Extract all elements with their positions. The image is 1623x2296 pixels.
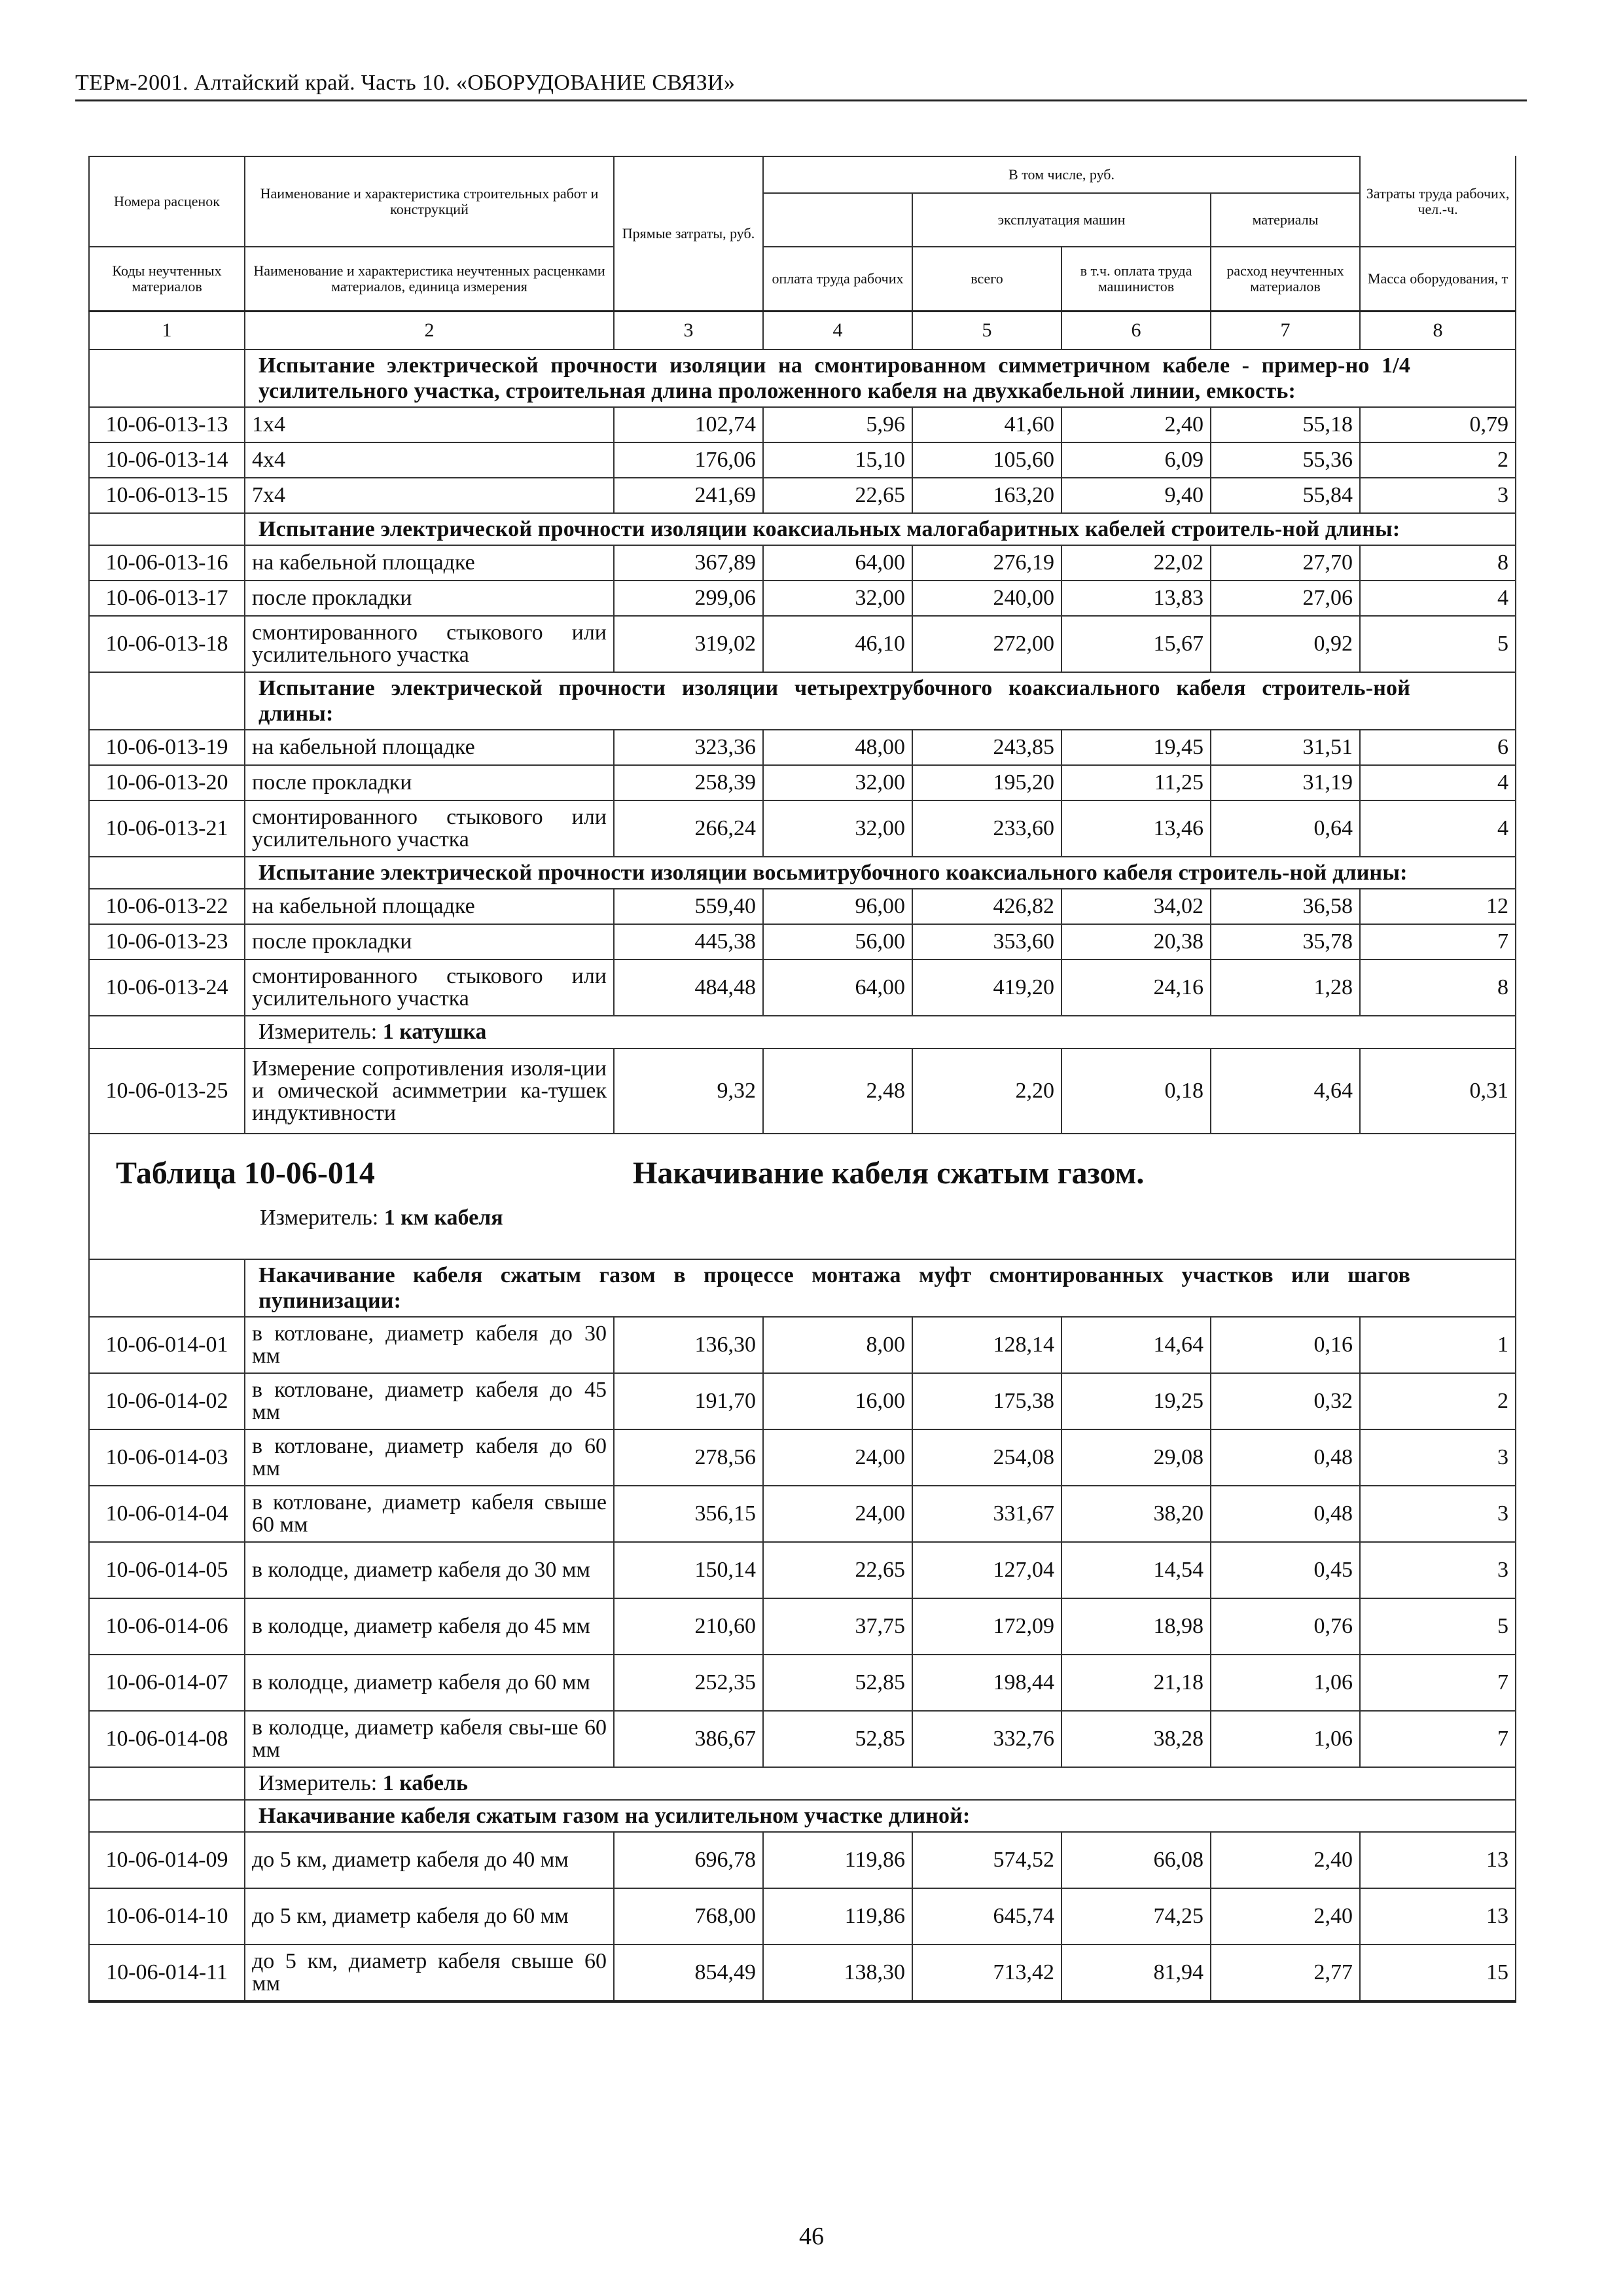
table-row (89, 1049, 1516, 1134)
work-name: до 5 км, диаметр кабеля до 40 мм (245, 1832, 614, 1888)
measure-value: 1 км кабеля (383, 1206, 503, 1230)
rate-code: 10-06-013-16 (89, 545, 245, 581)
work-name: смонтированного стыкового или усилительного участка (245, 960, 614, 1016)
column-number: 5 (912, 312, 1061, 350)
measure-spacer (89, 1767, 245, 1800)
labor-pay: 48,00 (763, 730, 912, 765)
machines-total: 172,09 (912, 1598, 1061, 1655)
table-row (89, 730, 1516, 765)
labor-hours: 3 (1360, 1429, 1516, 1486)
materials: 0,45 (1211, 1542, 1360, 1598)
machines-total: 276,19 (912, 545, 1061, 581)
direct-costs: 559,40 (614, 889, 763, 924)
machines-total: 331,67 (912, 1486, 1061, 1542)
rate-code: 10-06-013-14 (89, 442, 245, 478)
machinists-pay: 29,08 (1061, 1429, 1211, 1486)
work-name: в колодце, диаметр кабеля до 30 мм (245, 1542, 614, 1598)
table-row (89, 800, 1516, 857)
materials: 0,16 (1211, 1317, 1360, 1373)
section-spacer (89, 1259, 245, 1317)
section-spacer (89, 672, 245, 730)
materials: 0,48 (1211, 1429, 1360, 1486)
header-code: Номера расценок (89, 156, 245, 247)
work-name: смонтированного стыкового или усилительного участка (245, 616, 614, 672)
work-name: в котловане, диаметр кабеля до 30 мм (245, 1317, 614, 1373)
work-name: в колодце, диаметр кабеля до 60 мм (245, 1655, 614, 1711)
machinists-pay: 9,40 (1061, 478, 1211, 513)
rate-code: 10-06-014-10 (89, 1888, 245, 1945)
measure-spacer (89, 1016, 245, 1049)
machinists-pay: 24,16 (1061, 960, 1211, 1016)
machinists-pay: 22,02 (1061, 545, 1211, 581)
rate-code: 10-06-014-03 (89, 1429, 245, 1486)
labor-hours: 4 (1360, 765, 1516, 800)
header-labor-pay: оплата труда рабочих (763, 247, 912, 312)
materials: 31,51 (1211, 730, 1360, 765)
table-row (89, 1486, 1516, 1542)
direct-costs: 299,06 (614, 581, 763, 616)
section-spacer (89, 513, 245, 545)
machinists-pay: 6,09 (1061, 442, 1211, 478)
column-number: 2 (245, 312, 614, 350)
machines-total: 254,08 (912, 1429, 1061, 1486)
machines-total: 128,14 (912, 1317, 1061, 1373)
labor-pay: 138,30 (763, 1945, 912, 2001)
labor-hours: 13 (1360, 1888, 1516, 1945)
materials: 27,70 (1211, 545, 1360, 581)
machinists-pay: 38,20 (1061, 1486, 1211, 1542)
direct-costs: 484,48 (614, 960, 763, 1016)
machinists-pay: 19,25 (1061, 1373, 1211, 1429)
work-name: до 5 км, диаметр кабеля свыше 60 мм (245, 1945, 614, 2001)
rate-code: 10-06-013-22 (89, 889, 245, 924)
measure-unit (245, 1016, 1516, 1049)
section-title: Накачивание кабеля сжатым газом на усилительном участке длиной: (245, 1800, 1516, 1832)
table-row (89, 765, 1516, 800)
labor-hours: 5 (1360, 1598, 1516, 1655)
header-direct-costs: Прямые затраты, руб. (614, 156, 763, 312)
table-row (89, 442, 1516, 478)
machinists-pay: 18,98 (1061, 1598, 1211, 1655)
measure-row (89, 1767, 1516, 1800)
labor-pay: 64,00 (763, 545, 912, 581)
materials: 0,76 (1211, 1598, 1360, 1655)
rate-code: 10-06-013-15 (89, 478, 245, 513)
labor-pay: 46,10 (763, 616, 912, 672)
materials: 4,64 (1211, 1049, 1360, 1134)
section-heading-row (89, 513, 1516, 545)
column-number: 3 (614, 312, 763, 350)
table-row (89, 1317, 1516, 1373)
machinists-pay: 13,83 (1061, 581, 1211, 616)
header-labor: Затраты труда рабочих, чел.-ч. (1360, 156, 1516, 247)
direct-costs: 210,60 (614, 1598, 763, 1655)
direct-costs: 9,32 (614, 1049, 763, 1134)
rate-code: 10-06-013-23 (89, 924, 245, 960)
machines-total: 713,42 (912, 1945, 1061, 2001)
work-name: до 5 км, диаметр кабеля до 60 мм (245, 1888, 614, 1945)
labor-hours: 3 (1360, 478, 1516, 513)
work-name: смонтированного стыкового или усилительного участка (245, 800, 614, 857)
machinists-pay: 15,67 (1061, 616, 1211, 672)
machines-total: 353,60 (912, 924, 1061, 960)
direct-costs: 258,39 (614, 765, 763, 800)
labor-pay: 5,96 (763, 407, 912, 442)
labor-pay: 32,00 (763, 765, 912, 800)
table-row (89, 924, 1516, 960)
work-name: 1х4 (245, 407, 614, 442)
direct-costs: 323,36 (614, 730, 763, 765)
measure-value: 1 катушка (382, 1020, 487, 1044)
section-title: Испытание электрической прочности изоляции на смонтированном симметричном кабеле - пример-но 1/4 усилительного участка, строительная длина проложенного кабеля на двухкабельной линии, емкость: (245, 350, 1516, 407)
machines-total: 243,85 (912, 730, 1061, 765)
labor-pay: 24,00 (763, 1486, 912, 1542)
measure-row (89, 1016, 1516, 1049)
machinists-pay: 14,54 (1061, 1542, 1211, 1598)
work-name: на кабельной площадке (245, 545, 614, 581)
machines-total: 233,60 (912, 800, 1061, 857)
rate-code: 10-06-013-13 (89, 407, 245, 442)
section-title: Испытание электрической прочности изоляции восьмитрубочного коаксиального кабеля строитель-ной длины: (245, 857, 1516, 889)
machinists-pay: 13,46 (1061, 800, 1211, 857)
table-row (89, 1598, 1516, 1655)
labor-pay: 15,10 (763, 442, 912, 478)
work-name: после прокладки (245, 924, 614, 960)
work-name: на кабельной площадке (245, 889, 614, 924)
table-row (89, 581, 1516, 616)
machinists-pay: 38,28 (1061, 1711, 1211, 1767)
rate-code: 10-06-013-18 (89, 616, 245, 672)
machines-total: 127,04 (912, 1542, 1061, 1598)
machines-total: 41,60 (912, 407, 1061, 442)
table-row (89, 1542, 1516, 1598)
direct-costs: 278,56 (614, 1429, 763, 1486)
labor-pay: 8,00 (763, 1317, 912, 1373)
header-name: Наименование и характеристика строительных работ и конструкций (245, 156, 614, 247)
rate-code: 10-06-014-09 (89, 1832, 245, 1888)
machinists-pay: 81,94 (1061, 1945, 1211, 2001)
labor-pay: 52,85 (763, 1711, 912, 1767)
measure-label: Измеритель: (259, 1771, 378, 1795)
rate-code: 10-06-013-24 (89, 960, 245, 1016)
measure-value: 1 кабель (382, 1771, 468, 1795)
materials: 0,32 (1211, 1373, 1360, 1429)
materials: 2,40 (1211, 1888, 1360, 1945)
labor-pay: 16,00 (763, 1373, 912, 1429)
materials: 0,48 (1211, 1486, 1360, 1542)
section-title: Испытание электрической прочности изоляции четырехтрубочного коаксиального кабеля строитель-ной длины: (245, 672, 1516, 730)
header-including: В том числе, руб. (763, 156, 1360, 193)
header-unacc-materials: расход неучтенных материалов (1211, 247, 1360, 312)
table-row (89, 1888, 1516, 1945)
direct-costs: 854,49 (614, 1945, 763, 2001)
labor-hours: 7 (1360, 924, 1516, 960)
work-name: 7х4 (245, 478, 614, 513)
header-machinists: в т.ч. оплата труда машинистов (1061, 247, 1211, 312)
work-name: в колодце, диаметр кабеля до 45 мм (245, 1598, 614, 1655)
table-row (89, 1429, 1516, 1486)
direct-costs: 252,35 (614, 1655, 763, 1711)
section-spacer (89, 857, 245, 889)
header-equip-mass: Масса оборудования, т (1360, 247, 1516, 312)
materials: 31,19 (1211, 765, 1360, 800)
machinists-pay: 74,25 (1061, 1888, 1211, 1945)
labor-hours: 0,31 (1360, 1049, 1516, 1134)
direct-costs: 696,78 (614, 1832, 763, 1888)
rate-code: 10-06-014-04 (89, 1486, 245, 1542)
table-row (89, 407, 1516, 442)
table-number: Таблица 10-06-014 (116, 1156, 375, 1191)
materials: 0,64 (1211, 800, 1360, 857)
work-name: в котловане, диаметр кабеля до 45 мм (245, 1373, 614, 1429)
labor-pay: 52,85 (763, 1655, 912, 1711)
labor-pay: 32,00 (763, 800, 912, 857)
header-unacc-names: Наименование и характеристика неучтенных расценками материалов, единица измерения (245, 247, 614, 312)
materials: 2,77 (1211, 1945, 1360, 2001)
section-heading-row (89, 672, 1516, 730)
column-number: 4 (763, 312, 912, 350)
table-title-cell (89, 1134, 1516, 1259)
table-row (89, 960, 1516, 1016)
table-row (89, 1945, 1516, 2001)
labor-hours: 12 (1360, 889, 1516, 924)
labor-pay: 24,00 (763, 1429, 912, 1486)
labor-hours: 3 (1360, 1486, 1516, 1542)
labor-hours: 1 (1360, 1317, 1516, 1373)
rate-code: 10-06-013-25 (89, 1049, 245, 1134)
work-name: в котловане, диаметр кабеля до 60 мм (245, 1429, 614, 1486)
labor-pay: 32,00 (763, 581, 912, 616)
work-name: в котловане, диаметр кабеля свыше 60 мм (245, 1486, 614, 1542)
column-number: 7 (1211, 312, 1360, 350)
rate-code: 10-06-014-05 (89, 1542, 245, 1598)
measure-label: Измеритель: (260, 1206, 379, 1230)
direct-costs: 102,74 (614, 407, 763, 442)
labor-hours: 8 (1360, 960, 1516, 1016)
labor-hours: 5 (1360, 616, 1516, 672)
work-name: после прокладки (245, 581, 614, 616)
machines-total: 426,82 (912, 889, 1061, 924)
materials: 1,06 (1211, 1711, 1360, 1767)
materials: 36,58 (1211, 889, 1360, 924)
machines-total: 240,00 (912, 581, 1061, 616)
machines-total: 645,74 (912, 1888, 1061, 1945)
table-header (89, 156, 1516, 350)
labor-hours: 15 (1360, 1945, 1516, 2001)
header-materials: материалы (1211, 193, 1360, 247)
table-row (89, 1373, 1516, 1429)
labor-pay: 22,65 (763, 478, 912, 513)
header-machines: эксплуатация машин (912, 193, 1211, 247)
direct-costs: 266,24 (614, 800, 763, 857)
table-title: Накачивание кабеля сжатым газом. (633, 1156, 1145, 1191)
measure-unit (245, 1767, 1516, 1800)
column-number: 1 (89, 312, 245, 350)
norms-table (88, 156, 1516, 2003)
header-unacc-codes: Коды неучтенных материалов (89, 247, 245, 312)
work-name: в колодце, диаметр кабеля свы-ше 60 мм (245, 1711, 614, 1767)
direct-costs: 136,30 (614, 1317, 763, 1373)
rate-code: 10-06-013-17 (89, 581, 245, 616)
materials: 55,36 (1211, 442, 1360, 478)
materials: 35,78 (1211, 924, 1360, 960)
labor-pay: 56,00 (763, 924, 912, 960)
materials: 27,06 (1211, 581, 1360, 616)
table-measure (260, 1205, 503, 1231)
direct-costs: 386,67 (614, 1711, 763, 1767)
labor-pay: 119,86 (763, 1888, 912, 1945)
labor-hours: 2 (1360, 442, 1516, 478)
labor-hours: 2 (1360, 1373, 1516, 1429)
materials: 0,92 (1211, 616, 1360, 672)
rate-code: 10-06-014-08 (89, 1711, 245, 1767)
section-heading-row (89, 1259, 1516, 1317)
direct-costs: 191,70 (614, 1373, 763, 1429)
direct-costs: 319,02 (614, 616, 763, 672)
table-body (89, 350, 1516, 2001)
labor-pay: 37,75 (763, 1598, 912, 1655)
section-heading-row (89, 350, 1516, 407)
section-title: Испытание электрической прочности изоляции коаксиальных малогабаритных кабелей строитель-ной длины: (245, 513, 1516, 545)
rate-code: 10-06-014-06 (89, 1598, 245, 1655)
machinists-pay: 2,40 (1061, 407, 1211, 442)
header-total: всего (912, 247, 1061, 312)
rate-code: 10-06-014-11 (89, 1945, 245, 2001)
section-title: Накачивание кабеля сжатым газом в процессе монтажа муфт смонтированных участков или шагов пупинизации: (245, 1259, 1516, 1317)
labor-hours: 8 (1360, 545, 1516, 581)
machinists-pay: 20,38 (1061, 924, 1211, 960)
labor-hours: 0,79 (1360, 407, 1516, 442)
work-name: Измерение сопротивления изоля-ции и омической асимметрии ка-тушек индуктивности (245, 1049, 614, 1134)
rate-code: 10-06-013-21 (89, 800, 245, 857)
machines-total: 163,20 (912, 478, 1061, 513)
machines-total: 175,38 (912, 1373, 1061, 1429)
materials: 2,40 (1211, 1832, 1360, 1888)
column-numbers-row (89, 312, 1516, 350)
section-heading-row (89, 857, 1516, 889)
labor-hours: 6 (1360, 730, 1516, 765)
section-spacer (89, 1800, 245, 1832)
machinists-pay: 14,64 (1061, 1317, 1211, 1373)
machines-total: 195,20 (912, 765, 1061, 800)
work-name: 4х4 (245, 442, 614, 478)
rate-code: 10-06-014-02 (89, 1373, 245, 1429)
labor-pay: 64,00 (763, 960, 912, 1016)
labor-hours: 4 (1360, 800, 1516, 857)
header-blank (763, 193, 912, 247)
direct-costs: 176,06 (614, 442, 763, 478)
table-row (89, 1711, 1516, 1767)
direct-costs: 768,00 (614, 1888, 763, 1945)
table-row (89, 1655, 1516, 1711)
machines-total: 105,60 (912, 442, 1061, 478)
labor-hours: 3 (1360, 1542, 1516, 1598)
machinists-pay: 21,18 (1061, 1655, 1211, 1711)
running-header: ТЕРм-2001. Алтайский край. Часть 10. «ОБОРУДОВАНИЕ СВЯЗИ» (75, 71, 1527, 101)
machinists-pay: 11,25 (1061, 765, 1211, 800)
machinists-pay: 0,18 (1061, 1049, 1211, 1134)
labor-hours: 7 (1360, 1711, 1516, 1767)
table-row (89, 616, 1516, 672)
section-heading-row (89, 1800, 1516, 1832)
direct-costs: 445,38 (614, 924, 763, 960)
rate-code: 10-06-014-01 (89, 1317, 245, 1373)
materials: 55,18 (1211, 407, 1360, 442)
machines-total: 332,76 (912, 1711, 1061, 1767)
rate-code: 10-06-013-19 (89, 730, 245, 765)
machines-total: 574,52 (912, 1832, 1061, 1888)
work-name: после прокладки (245, 765, 614, 800)
column-number: 6 (1061, 312, 1211, 350)
materials: 1,06 (1211, 1655, 1360, 1711)
labor-hours: 13 (1360, 1832, 1516, 1888)
materials: 1,28 (1211, 960, 1360, 1016)
table-row (89, 478, 1516, 513)
materials: 55,84 (1211, 478, 1360, 513)
rate-code: 10-06-014-07 (89, 1655, 245, 1711)
table-title-row (89, 1134, 1516, 1259)
column-number: 8 (1360, 312, 1516, 350)
measure-label: Измеритель: (259, 1020, 378, 1044)
machinists-pay: 34,02 (1061, 889, 1211, 924)
machines-total: 2,20 (912, 1049, 1061, 1134)
labor-pay: 22,65 (763, 1542, 912, 1598)
work-name: на кабельной площадке (245, 730, 614, 765)
direct-costs: 367,89 (614, 545, 763, 581)
table-row (89, 545, 1516, 581)
labor-hours: 7 (1360, 1655, 1516, 1711)
direct-costs: 150,14 (614, 1542, 763, 1598)
machines-total: 198,44 (912, 1655, 1061, 1711)
direct-costs: 241,69 (614, 478, 763, 513)
machines-total: 272,00 (912, 616, 1061, 672)
table-row (89, 1832, 1516, 1888)
machinists-pay: 66,08 (1061, 1832, 1211, 1888)
labor-pay: 119,86 (763, 1832, 912, 1888)
section-spacer (89, 350, 245, 407)
direct-costs: 356,15 (614, 1486, 763, 1542)
labor-pay: 2,48 (763, 1049, 912, 1134)
table-row (89, 889, 1516, 924)
labor-pay: 96,00 (763, 889, 912, 924)
page-number: 46 (799, 2223, 824, 2250)
machinists-pay: 19,45 (1061, 730, 1211, 765)
machines-total: 419,20 (912, 960, 1061, 1016)
rate-code: 10-06-013-20 (89, 765, 245, 800)
labor-hours: 4 (1360, 581, 1516, 616)
